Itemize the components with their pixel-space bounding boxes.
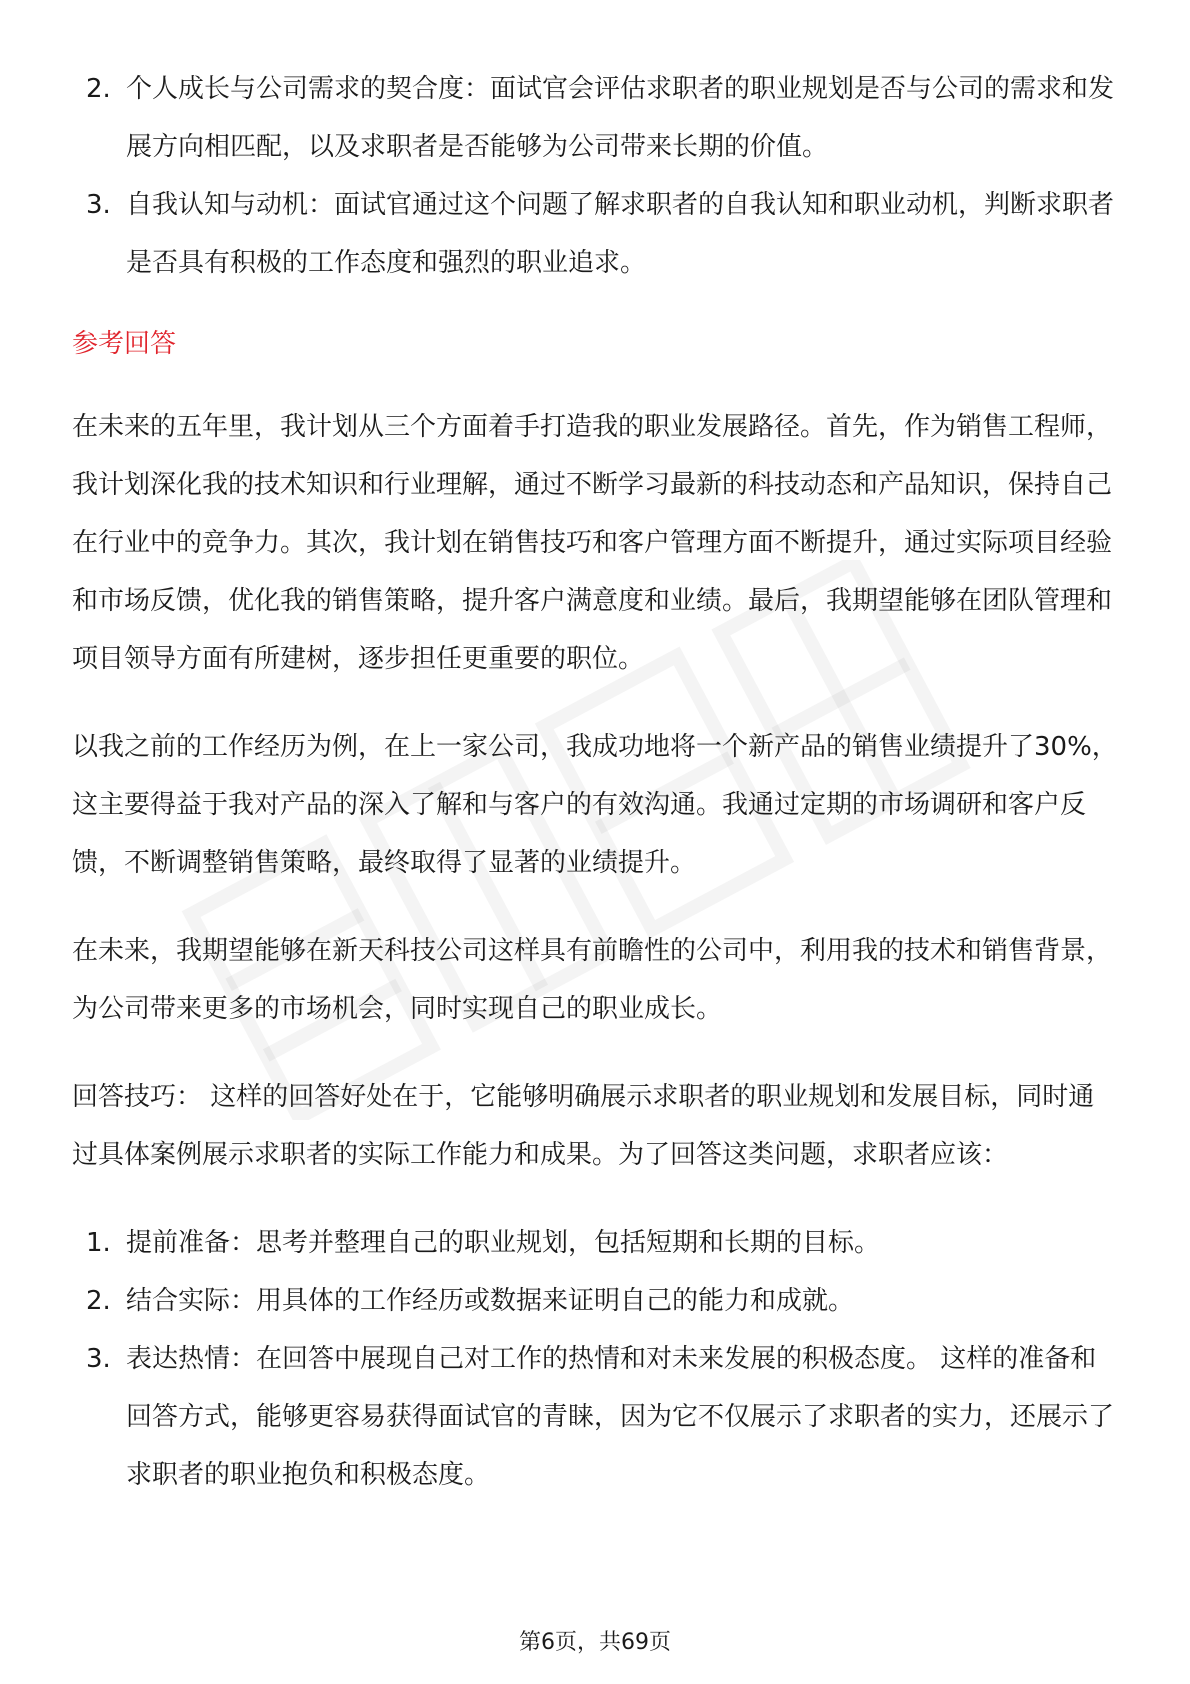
document-content [72, 60, 1118, 1504]
list-item [72, 1272, 1118, 1330]
answer-paragraph: 在未来的五年里，我计划从三个方面着手打造我的职业发展路径。首先，作为销售工程师，我计划深化我的技术知识和行业理解，通过不断学习最新的科技动态和产品知识，保持自己在行业中的竞争力。其次，我计划在销售技巧和客户管理方面不断提升，通过实际项目经验和市场反馈，优化我的销售策略，提升客户满意度和业绩。最后，我期望能够在团队管理和项目领导方面有所建树，逐步担任更重要的职位。 [72, 412, 1113, 674]
section-heading: 参考回答 [72, 329, 177, 359]
list-number: 1. [86, 1228, 111, 1258]
list-item-text: 提前准备：思考并整理自己的职业规划，包括短期和长期的目标。 [126, 1228, 881, 1258]
list-item [72, 1330, 1118, 1504]
list-item [72, 176, 1118, 292]
tips-paragraph: 回答技巧： 这样的回答好处在于，它能够明确展示求职者的职业规划和发展目标，同时通过具体案例展示求职者的实际工作能力和成果。为了回答这类问题，求职者应该： [72, 1082, 1095, 1170]
list-item [72, 60, 1118, 176]
list-item-text: 自我认知与动机：面试官通过这个问题了解求职者的自我认知和职业动机，判断求职者是否具有积极的工作态度和强烈的职业追求。 [126, 190, 1115, 278]
answer-paragraph: 在未来，我期望能够在新天科技公司这样具有前瞻性的公司中，利用我的技术和销售背景，为公司带来更多的市场机会，同时实现自己的职业成长。 [72, 936, 1113, 1024]
list-number: 2. [86, 1286, 111, 1316]
list-item [72, 1214, 1118, 1272]
list-number: 2. [86, 74, 111, 104]
list-number: 3. [86, 190, 111, 220]
answer-paragraph: 以我之前的工作经历为例，在上一家公司，我成功地将一个新产品的销售业绩提升了30%，这主要得益于我对产品的深入了解和与客户的有效沟通。我通过定期的市场调研和客户反馈，不断调整销售策略，最终取得了显著的业绩提升。 [72, 732, 1118, 878]
list-item-text: 结合实际：用具体的工作经历或数据来证明自己的能力和成就。 [126, 1286, 855, 1316]
list-item-text: 表达热情：在回答中展现自己对工作的热情和对未来发展的积极态度。 这样的准备和回答方式，能够更容易获得面试官的青睐，因为它不仅展示了求职者的实力，还展示了求职者的职业抱负和积极态度。 [126, 1344, 1115, 1490]
list-number: 3. [86, 1344, 111, 1374]
page-number-footer: 第6页，共69页 [519, 1630, 671, 1655]
list-item-text: 个人成长与公司需求的契合度：面试官会评估求职者的职业规划是否与公司的需求和发展方向相匹配，以及求职者是否能够为公司带来长期的价值。 [126, 74, 1115, 162]
tips-list [72, 1214, 1118, 1504]
interviewer-points-list [72, 60, 1118, 292]
